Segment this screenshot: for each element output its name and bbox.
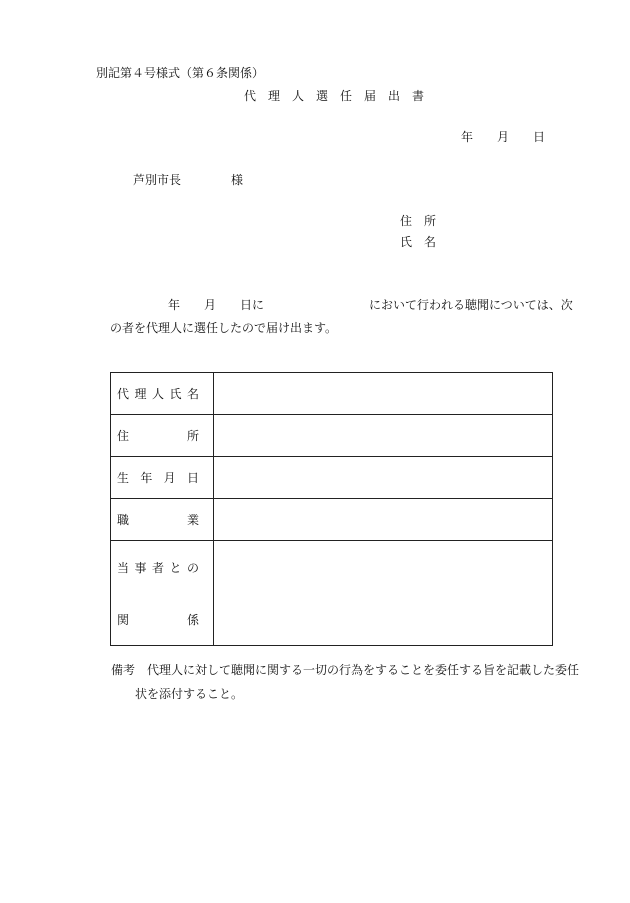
agent-name-label: 代 理 人 氏 名 xyxy=(111,373,214,415)
agent-occupation-label: 職 業 xyxy=(111,499,214,541)
table-row xyxy=(111,415,553,457)
agent-address-label: 住 所 xyxy=(111,415,214,457)
hearing-venue-text: において行われる聴聞については、次 xyxy=(369,298,573,312)
agent-birthdate-field[interactable] xyxy=(214,457,553,499)
addressee xyxy=(133,172,243,188)
agent-occupation-field[interactable] xyxy=(214,499,553,541)
table-row xyxy=(111,541,553,646)
relationship-field[interactable] xyxy=(214,541,553,646)
relationship-label: 当 事 者 と の 関 係 xyxy=(111,541,214,646)
agent-name-field[interactable] xyxy=(214,373,553,415)
table-row xyxy=(111,499,553,541)
table-row xyxy=(111,457,553,499)
applicant-name-label: 氏 名 xyxy=(400,235,437,249)
applicant-address-label: 住 所 xyxy=(400,214,437,228)
remarks-line1: 備考 代理人に対して聴聞に関する一切の行為をすることを委任する旨を記載した委任 xyxy=(111,663,580,677)
remarks-line2: 状を添付すること。 xyxy=(135,687,244,701)
submission-date: 年 月 日 xyxy=(461,130,546,144)
hearing-date: 年 月 日に xyxy=(168,298,265,312)
applicant-block xyxy=(400,213,436,255)
addressee-name: 芦別市長 xyxy=(133,173,182,187)
document-title: 代 理 人 選 任 届 出 書 xyxy=(244,89,425,103)
form-number: 別記第４号様式（第６条関係） xyxy=(96,66,265,80)
agent-address-field[interactable] xyxy=(214,415,553,457)
table-row xyxy=(111,373,553,415)
addressee-honorific: 様 xyxy=(231,173,244,187)
body-text-line2: の者を代理人に選任したので届け出ます。 xyxy=(110,321,338,335)
body-text-line1 xyxy=(168,297,573,313)
agent-table xyxy=(110,372,553,646)
agent-birthdate-label: 生 年 月 日 xyxy=(111,457,214,499)
